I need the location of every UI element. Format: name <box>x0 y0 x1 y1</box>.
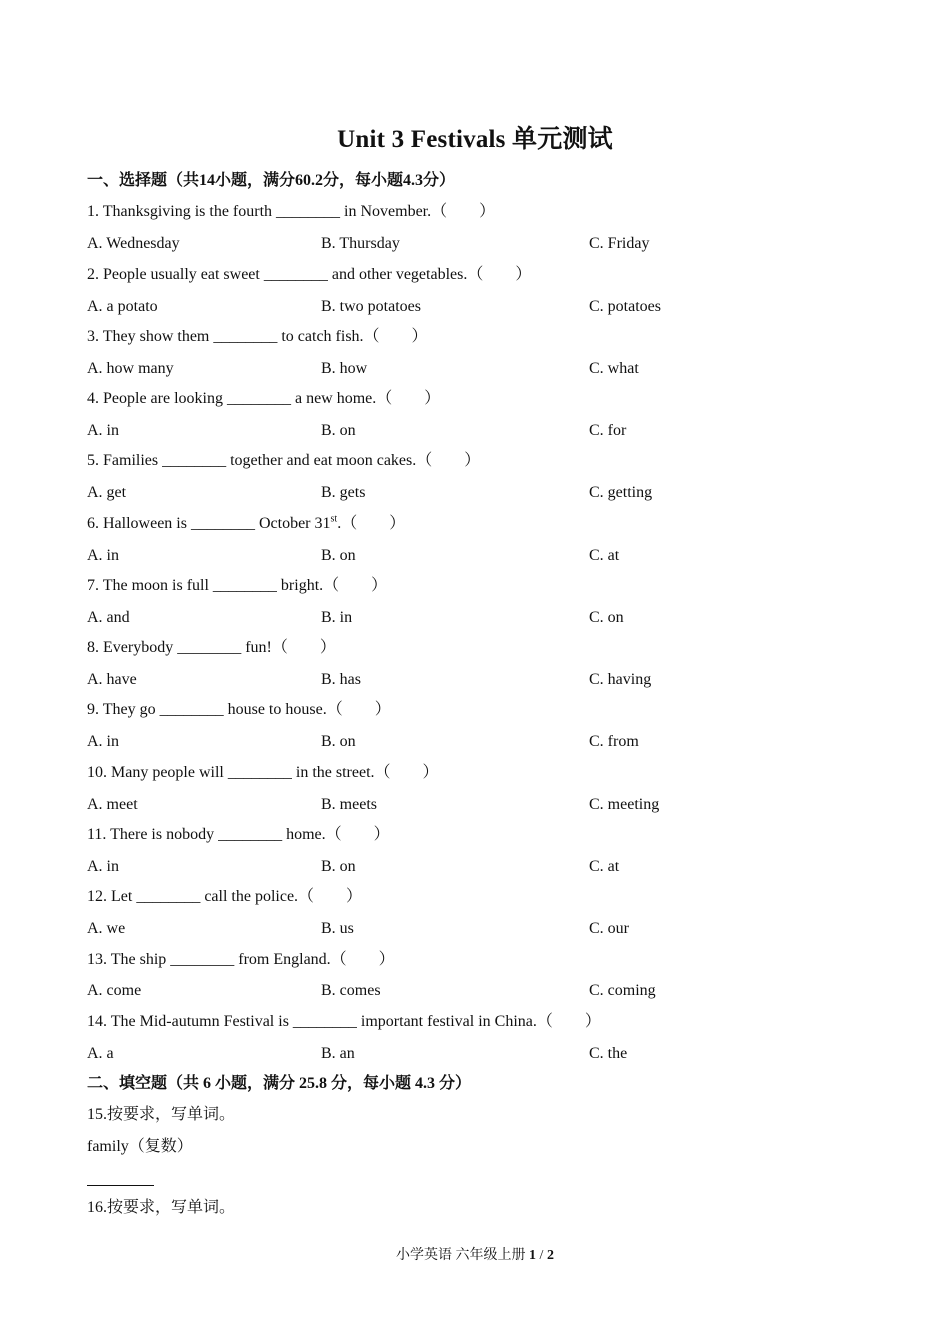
question-10-option-b: B. meets <box>321 796 377 813</box>
question-6-option-c: C. at <box>589 547 620 564</box>
question-5-option-a: A. get <box>87 484 127 501</box>
question-13-option-c: C. coming <box>589 982 656 999</box>
question-5-option-c: C. getting <box>589 484 653 501</box>
question-14-option-c: C. the <box>589 1045 628 1062</box>
question-6-option-b: B. on <box>321 547 356 564</box>
question-3-option-b: B. how <box>321 360 368 377</box>
footer-page-number: 1 <box>529 1248 537 1263</box>
question-13-stem: 13. The ship ________ from England.（ ） <box>87 951 395 968</box>
question-4-option-a: A. in <box>87 422 119 439</box>
section-2-heading: 二、填空题（共 6 小题，满分 25.8 分，每小题 4.3 分） <box>87 1075 472 1092</box>
question-13-option-a: A. come <box>87 982 142 999</box>
footer-separator: / <box>539 1248 544 1263</box>
question-1-option-b: B. Thursday <box>321 235 400 252</box>
question-6-ordinal-suffix: st <box>330 513 338 525</box>
question-14-option-b: B. an <box>321 1045 355 1062</box>
question-8-option-a: A. have <box>87 671 137 688</box>
question-5-stem: 5. Families ________ together and eat moon cakes.（ ） <box>87 452 481 469</box>
question-1-stem: 1. Thanksgiving is the fourth ________ in November.（ ） <box>87 203 496 220</box>
question-13-option-b: B. comes <box>321 982 381 999</box>
question-4-option-c: C. for <box>589 422 627 439</box>
question-15-answer-blank <box>87 1185 154 1186</box>
question-2-option-c: C. potatoes <box>589 298 661 315</box>
footer-page-total: 2 <box>546 1248 554 1263</box>
question-9-option-a: A. in <box>87 733 119 750</box>
question-7-option-b: B. in <box>321 609 353 626</box>
question-2-option-b: B. two potatoes <box>321 298 421 315</box>
question-4-stem: 4. People are looking ________ a new home.（ ） <box>87 390 441 407</box>
question-7-stem: 7. The moon is full ________ bright.（ ） <box>87 577 388 594</box>
question-1-option-c: C. Friday <box>589 235 650 252</box>
question-11-option-a: A. in <box>87 858 119 875</box>
question-8-option-b: B. has <box>321 671 361 688</box>
question-6-option-a: A. in <box>87 547 119 564</box>
question-6-stem-text: 6. Halloween is ________ October 31 <box>87 515 331 532</box>
section-1-heading: 一、选择题（共14小题，满分60.2分，每小题4.3分） <box>87 172 456 189</box>
question-12-option-b: B. us <box>321 920 354 937</box>
question-8-stem: 8. Everybody ________ fun!（ ） <box>87 639 336 656</box>
question-10-stem: 10. Many people will ________ in the street.（ ） <box>87 764 439 781</box>
question-8-option-c: C. having <box>589 671 652 688</box>
question-3-option-c: C. what <box>589 360 639 377</box>
question-1-option-a: A. Wednesday <box>87 235 180 252</box>
question-12-stem: 12. Let ________ call the police.（ ） <box>87 888 363 905</box>
question-10-option-a: A. meet <box>87 796 138 813</box>
question-15-prompt: family（复数） <box>87 1138 193 1155</box>
question-11-stem: 11. There is nobody ________ home.（ ） <box>87 826 390 843</box>
question-16-stem: 16.按要求，写单词。 <box>87 1199 236 1216</box>
question-11-option-b: B. on <box>321 858 356 875</box>
question-11-option-c: C. at <box>589 858 620 875</box>
question-2-stem: 2. People usually eat sweet ________ and other vegetables.（ ） <box>87 266 532 283</box>
question-14-stem: 14. The Mid-autumn Festival is ________ important festival in China.（ ） <box>87 1013 601 1030</box>
question-9-option-b: B. on <box>321 733 356 750</box>
question-2-option-a: A. a potato <box>87 298 158 315</box>
question-9-stem: 9. They go ________ house to house.（ ） <box>87 701 391 718</box>
question-7-option-c: C. on <box>589 609 624 626</box>
question-10-option-c: C. meeting <box>589 796 660 813</box>
question-12-option-a: A. we <box>87 920 126 937</box>
question-12-option-c: C. our <box>589 920 629 937</box>
question-4-option-b: B. on <box>321 422 356 439</box>
question-3-stem: 3. They show them ________ to catch fish.（ ） <box>87 328 428 345</box>
question-6-stem <box>87 513 405 535</box>
question-6-stem-end: .（ ） <box>337 515 406 532</box>
question-15-stem: 15.按要求，写单词。 <box>87 1106 236 1123</box>
page-footer <box>0 1246 950 1266</box>
footer-subject: 小学英语 六年级上册 <box>396 1248 526 1263</box>
question-14-option-a: A. a <box>87 1045 114 1062</box>
question-7-option-a: A. and <box>87 609 130 626</box>
question-5-option-b: B. gets <box>321 484 366 501</box>
question-9-option-c: C. from <box>589 733 639 750</box>
page-title: Unit 3 Festivals 单元测试 <box>337 126 613 153</box>
question-3-option-a: A. how many <box>87 360 174 377</box>
